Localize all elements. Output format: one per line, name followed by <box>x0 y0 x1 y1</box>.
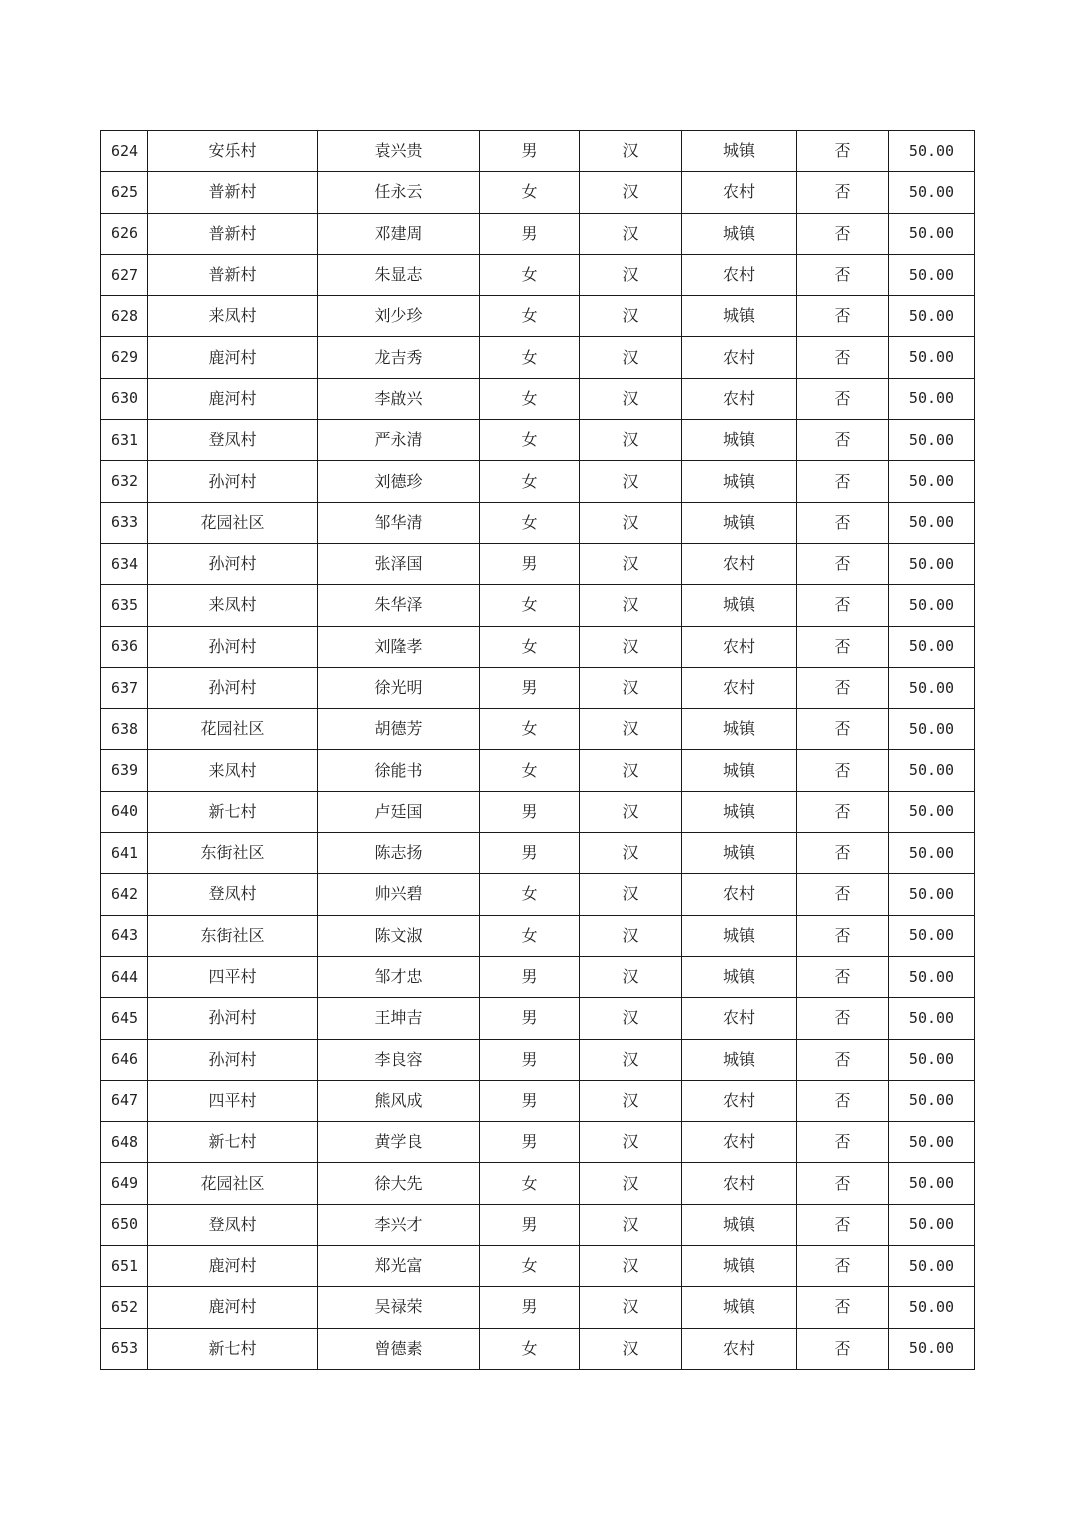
cell-person-name: 龙吉秀 <box>318 337 480 378</box>
cell-gender: 女 <box>480 915 580 956</box>
cell-residence-type: 城镇 <box>682 131 797 172</box>
cell-amount: 50.00 <box>889 461 975 502</box>
cell-gender: 女 <box>480 1163 580 1204</box>
cell-gender: 女 <box>480 874 580 915</box>
cell-village: 孙河村 <box>148 626 318 667</box>
table-row <box>101 915 975 956</box>
cell-residence-type: 农村 <box>682 1163 797 1204</box>
cell-amount: 50.00 <box>889 1287 975 1328</box>
cell-amount: 50.00 <box>889 131 975 172</box>
cell-serial-number: 627 <box>101 254 148 295</box>
cell-serial-number: 628 <box>101 296 148 337</box>
cell-ethnicity: 汉 <box>580 254 682 295</box>
cell-flag: 否 <box>797 709 889 750</box>
cell-flag: 否 <box>797 296 889 337</box>
cell-residence-type: 农村 <box>682 337 797 378</box>
cell-village: 孙河村 <box>148 998 318 1039</box>
table-row <box>101 626 975 667</box>
cell-flag: 否 <box>797 461 889 502</box>
cell-flag: 否 <box>797 337 889 378</box>
cell-ethnicity: 汉 <box>580 296 682 337</box>
cell-residence-type: 农村 <box>682 254 797 295</box>
cell-flag: 否 <box>797 378 889 419</box>
cell-residence-type: 城镇 <box>682 1039 797 1080</box>
cell-amount: 50.00 <box>889 998 975 1039</box>
cell-flag: 否 <box>797 254 889 295</box>
cell-serial-number: 636 <box>101 626 148 667</box>
cell-residence-type: 农村 <box>682 998 797 1039</box>
cell-ethnicity: 汉 <box>580 131 682 172</box>
cell-gender: 女 <box>480 1246 580 1287</box>
table-row <box>101 378 975 419</box>
cell-person-name: 徐光明 <box>318 667 480 708</box>
cell-residence-type: 城镇 <box>682 791 797 832</box>
cell-serial-number: 643 <box>101 915 148 956</box>
cell-serial-number: 634 <box>101 543 148 584</box>
cell-person-name: 邹才忠 <box>318 956 480 997</box>
cell-gender: 女 <box>480 502 580 543</box>
cell-village: 孙河村 <box>148 543 318 584</box>
cell-gender: 女 <box>480 1328 580 1369</box>
cell-amount: 50.00 <box>889 585 975 626</box>
cell-amount: 50.00 <box>889 833 975 874</box>
cell-village: 登凤村 <box>148 874 318 915</box>
cell-serial-number: 651 <box>101 1246 148 1287</box>
cell-person-name: 袁兴贵 <box>318 131 480 172</box>
cell-flag: 否 <box>797 956 889 997</box>
cell-village: 四平村 <box>148 956 318 997</box>
table-row <box>101 1287 975 1328</box>
cell-amount: 50.00 <box>889 420 975 461</box>
cell-ethnicity: 汉 <box>580 750 682 791</box>
cell-amount: 50.00 <box>889 1039 975 1080</box>
roster-table-body <box>101 131 975 1370</box>
cell-residence-type: 城镇 <box>682 833 797 874</box>
cell-village: 花园社区 <box>148 502 318 543</box>
table-row <box>101 1080 975 1121</box>
cell-ethnicity: 汉 <box>580 337 682 378</box>
cell-village: 安乐村 <box>148 131 318 172</box>
cell-village: 登凤村 <box>148 1204 318 1245</box>
cell-residence-type: 城镇 <box>682 213 797 254</box>
cell-amount: 50.00 <box>889 378 975 419</box>
cell-flag: 否 <box>797 543 889 584</box>
table-row <box>101 172 975 213</box>
cell-residence-type: 城镇 <box>682 750 797 791</box>
cell-residence-type: 城镇 <box>682 956 797 997</box>
cell-residence-type: 农村 <box>682 543 797 584</box>
cell-ethnicity: 汉 <box>580 1287 682 1328</box>
cell-person-name: 李良容 <box>318 1039 480 1080</box>
cell-village: 鹿河村 <box>148 337 318 378</box>
table-row <box>101 1246 975 1287</box>
table-row <box>101 1328 975 1369</box>
cell-person-name: 徐能书 <box>318 750 480 791</box>
cell-gender: 女 <box>480 709 580 750</box>
table-row <box>101 1163 975 1204</box>
table-row <box>101 337 975 378</box>
cell-amount: 50.00 <box>889 213 975 254</box>
cell-serial-number: 624 <box>101 131 148 172</box>
cell-ethnicity: 汉 <box>580 213 682 254</box>
table-row <box>101 296 975 337</box>
cell-serial-number: 647 <box>101 1080 148 1121</box>
cell-ethnicity: 汉 <box>580 502 682 543</box>
cell-village: 孙河村 <box>148 667 318 708</box>
cell-serial-number: 629 <box>101 337 148 378</box>
cell-gender: 男 <box>480 667 580 708</box>
cell-flag: 否 <box>797 502 889 543</box>
cell-flag: 否 <box>797 1080 889 1121</box>
cell-ethnicity: 汉 <box>580 1122 682 1163</box>
cell-amount: 50.00 <box>889 791 975 832</box>
cell-gender: 男 <box>480 543 580 584</box>
cell-ethnicity: 汉 <box>580 378 682 419</box>
cell-flag: 否 <box>797 750 889 791</box>
table-row <box>101 420 975 461</box>
cell-serial-number: 648 <box>101 1122 148 1163</box>
cell-amount: 50.00 <box>889 874 975 915</box>
cell-residence-type: 城镇 <box>682 1287 797 1328</box>
table-row <box>101 254 975 295</box>
cell-person-name: 胡德芳 <box>318 709 480 750</box>
cell-amount: 50.00 <box>889 956 975 997</box>
cell-amount: 50.00 <box>889 1122 975 1163</box>
cell-ethnicity: 汉 <box>580 543 682 584</box>
cell-flag: 否 <box>797 131 889 172</box>
cell-serial-number: 644 <box>101 956 148 997</box>
table-row <box>101 874 975 915</box>
cell-person-name: 朱显志 <box>318 254 480 295</box>
cell-residence-type: 城镇 <box>682 502 797 543</box>
cell-serial-number: 646 <box>101 1039 148 1080</box>
cell-flag: 否 <box>797 874 889 915</box>
cell-serial-number: 632 <box>101 461 148 502</box>
cell-person-name: 刘隆孝 <box>318 626 480 667</box>
cell-ethnicity: 汉 <box>580 833 682 874</box>
cell-gender: 女 <box>480 585 580 626</box>
cell-gender: 男 <box>480 833 580 874</box>
cell-ethnicity: 汉 <box>580 1163 682 1204</box>
cell-serial-number: 642 <box>101 874 148 915</box>
cell-serial-number: 639 <box>101 750 148 791</box>
cell-gender: 女 <box>480 626 580 667</box>
cell-gender: 男 <box>480 956 580 997</box>
cell-flag: 否 <box>797 833 889 874</box>
roster-table <box>100 130 975 1370</box>
cell-village: 孙河村 <box>148 1039 318 1080</box>
cell-serial-number: 638 <box>101 709 148 750</box>
cell-village: 四平村 <box>148 1080 318 1121</box>
table-row <box>101 709 975 750</box>
cell-flag: 否 <box>797 585 889 626</box>
cell-ethnicity: 汉 <box>580 1080 682 1121</box>
cell-village: 普新村 <box>148 172 318 213</box>
cell-flag: 否 <box>797 791 889 832</box>
cell-village: 东街社区 <box>148 915 318 956</box>
table-row <box>101 213 975 254</box>
cell-village: 普新村 <box>148 254 318 295</box>
cell-serial-number: 645 <box>101 998 148 1039</box>
cell-person-name: 帅兴碧 <box>318 874 480 915</box>
table-row <box>101 1039 975 1080</box>
cell-residence-type: 农村 <box>682 172 797 213</box>
cell-serial-number: 653 <box>101 1328 148 1369</box>
cell-village: 鹿河村 <box>148 1246 318 1287</box>
cell-village: 新七村 <box>148 1328 318 1369</box>
cell-amount: 50.00 <box>889 1328 975 1369</box>
cell-gender: 女 <box>480 461 580 502</box>
cell-residence-type: 城镇 <box>682 1204 797 1245</box>
cell-person-name: 邓建周 <box>318 213 480 254</box>
cell-flag: 否 <box>797 1328 889 1369</box>
cell-person-name: 任永云 <box>318 172 480 213</box>
table-row <box>101 667 975 708</box>
table-row <box>101 585 975 626</box>
cell-village: 花园社区 <box>148 1163 318 1204</box>
cell-flag: 否 <box>797 1039 889 1080</box>
cell-village: 新七村 <box>148 791 318 832</box>
table-row <box>101 998 975 1039</box>
cell-person-name: 邹华清 <box>318 502 480 543</box>
cell-serial-number: 625 <box>101 172 148 213</box>
cell-residence-type: 农村 <box>682 1122 797 1163</box>
cell-flag: 否 <box>797 1122 889 1163</box>
cell-village: 普新村 <box>148 213 318 254</box>
cell-gender: 男 <box>480 998 580 1039</box>
cell-gender: 女 <box>480 337 580 378</box>
cell-flag: 否 <box>797 213 889 254</box>
cell-gender: 女 <box>480 420 580 461</box>
cell-ethnicity: 汉 <box>580 1246 682 1287</box>
cell-gender: 男 <box>480 131 580 172</box>
cell-ethnicity: 汉 <box>580 956 682 997</box>
cell-amount: 50.00 <box>889 1204 975 1245</box>
cell-person-name: 卢廷国 <box>318 791 480 832</box>
cell-village: 鹿河村 <box>148 1287 318 1328</box>
cell-amount: 50.00 <box>889 337 975 378</box>
cell-residence-type: 城镇 <box>682 296 797 337</box>
cell-ethnicity: 汉 <box>580 998 682 1039</box>
cell-village: 东街社区 <box>148 833 318 874</box>
cell-serial-number: 630 <box>101 378 148 419</box>
cell-serial-number: 650 <box>101 1204 148 1245</box>
cell-flag: 否 <box>797 915 889 956</box>
cell-residence-type: 农村 <box>682 667 797 708</box>
cell-amount: 50.00 <box>889 254 975 295</box>
cell-residence-type: 城镇 <box>682 420 797 461</box>
table-row <box>101 956 975 997</box>
cell-village: 孙河村 <box>148 461 318 502</box>
table-row <box>101 1204 975 1245</box>
cell-amount: 50.00 <box>889 709 975 750</box>
table-row <box>101 1122 975 1163</box>
cell-ethnicity: 汉 <box>580 1204 682 1245</box>
cell-flag: 否 <box>797 1204 889 1245</box>
cell-gender: 男 <box>480 1287 580 1328</box>
cell-ethnicity: 汉 <box>580 1039 682 1080</box>
cell-amount: 50.00 <box>889 1080 975 1121</box>
table-row <box>101 502 975 543</box>
cell-residence-type: 城镇 <box>682 585 797 626</box>
cell-ethnicity: 汉 <box>580 874 682 915</box>
cell-ethnicity: 汉 <box>580 915 682 956</box>
cell-person-name: 郑光富 <box>318 1246 480 1287</box>
cell-person-name: 张泽国 <box>318 543 480 584</box>
cell-person-name: 陈文淑 <box>318 915 480 956</box>
cell-amount: 50.00 <box>889 667 975 708</box>
cell-person-name: 徐大先 <box>318 1163 480 1204</box>
table-row <box>101 833 975 874</box>
cell-residence-type: 农村 <box>682 1080 797 1121</box>
cell-gender: 男 <box>480 1204 580 1245</box>
cell-flag: 否 <box>797 420 889 461</box>
cell-person-name: 严永清 <box>318 420 480 461</box>
cell-person-name: 李啟兴 <box>318 378 480 419</box>
cell-gender: 女 <box>480 254 580 295</box>
cell-residence-type: 城镇 <box>682 709 797 750</box>
cell-residence-type: 城镇 <box>682 915 797 956</box>
cell-serial-number: 652 <box>101 1287 148 1328</box>
cell-person-name: 朱华泽 <box>318 585 480 626</box>
cell-serial-number: 637 <box>101 667 148 708</box>
cell-amount: 50.00 <box>889 502 975 543</box>
cell-person-name: 熊风成 <box>318 1080 480 1121</box>
cell-serial-number: 635 <box>101 585 148 626</box>
cell-amount: 50.00 <box>889 543 975 584</box>
cell-person-name: 王坤吉 <box>318 998 480 1039</box>
cell-gender: 女 <box>480 172 580 213</box>
cell-residence-type: 农村 <box>682 1328 797 1369</box>
cell-residence-type: 农村 <box>682 874 797 915</box>
cell-person-name: 黄学良 <box>318 1122 480 1163</box>
cell-amount: 50.00 <box>889 626 975 667</box>
cell-serial-number: 633 <box>101 502 148 543</box>
cell-flag: 否 <box>797 1246 889 1287</box>
cell-ethnicity: 汉 <box>580 626 682 667</box>
cell-flag: 否 <box>797 667 889 708</box>
cell-ethnicity: 汉 <box>580 667 682 708</box>
cell-gender: 男 <box>480 1039 580 1080</box>
cell-flag: 否 <box>797 626 889 667</box>
cell-gender: 女 <box>480 296 580 337</box>
cell-serial-number: 649 <box>101 1163 148 1204</box>
cell-village: 来凤村 <box>148 296 318 337</box>
cell-flag: 否 <box>797 1163 889 1204</box>
cell-person-name: 陈志扬 <box>318 833 480 874</box>
cell-gender: 男 <box>480 213 580 254</box>
cell-person-name: 吴禄荣 <box>318 1287 480 1328</box>
cell-amount: 50.00 <box>889 172 975 213</box>
cell-amount: 50.00 <box>889 1246 975 1287</box>
cell-residence-type: 农村 <box>682 378 797 419</box>
table-row <box>101 131 975 172</box>
cell-person-name: 刘少珍 <box>318 296 480 337</box>
cell-flag: 否 <box>797 1287 889 1328</box>
cell-residence-type: 城镇 <box>682 1246 797 1287</box>
cell-ethnicity: 汉 <box>580 791 682 832</box>
cell-village: 登凤村 <box>148 420 318 461</box>
table-row <box>101 750 975 791</box>
cell-ethnicity: 汉 <box>580 420 682 461</box>
cell-serial-number: 641 <box>101 833 148 874</box>
cell-serial-number: 626 <box>101 213 148 254</box>
cell-amount: 50.00 <box>889 296 975 337</box>
cell-serial-number: 640 <box>101 791 148 832</box>
cell-ethnicity: 汉 <box>580 172 682 213</box>
cell-village: 新七村 <box>148 1122 318 1163</box>
cell-ethnicity: 汉 <box>580 709 682 750</box>
table-row <box>101 461 975 502</box>
cell-person-name: 刘德珍 <box>318 461 480 502</box>
cell-amount: 50.00 <box>889 750 975 791</box>
cell-ethnicity: 汉 <box>580 1328 682 1369</box>
cell-gender: 女 <box>480 378 580 419</box>
table-row <box>101 791 975 832</box>
cell-ethnicity: 汉 <box>580 461 682 502</box>
cell-residence-type: 农村 <box>682 626 797 667</box>
cell-gender: 男 <box>480 1122 580 1163</box>
cell-ethnicity: 汉 <box>580 585 682 626</box>
cell-amount: 50.00 <box>889 915 975 956</box>
cell-person-name: 李兴才 <box>318 1204 480 1245</box>
table-row <box>101 543 975 584</box>
cell-flag: 否 <box>797 172 889 213</box>
cell-flag: 否 <box>797 998 889 1039</box>
cell-gender: 女 <box>480 750 580 791</box>
cell-gender: 男 <box>480 1080 580 1121</box>
cell-village: 鹿河村 <box>148 378 318 419</box>
cell-person-name: 曾德素 <box>318 1328 480 1369</box>
cell-village: 花园社区 <box>148 709 318 750</box>
cell-residence-type: 城镇 <box>682 461 797 502</box>
cell-amount: 50.00 <box>889 1163 975 1204</box>
cell-serial-number: 631 <box>101 420 148 461</box>
document-page <box>100 130 974 1370</box>
cell-village: 来凤村 <box>148 750 318 791</box>
cell-gender: 男 <box>480 791 580 832</box>
cell-village: 来凤村 <box>148 585 318 626</box>
